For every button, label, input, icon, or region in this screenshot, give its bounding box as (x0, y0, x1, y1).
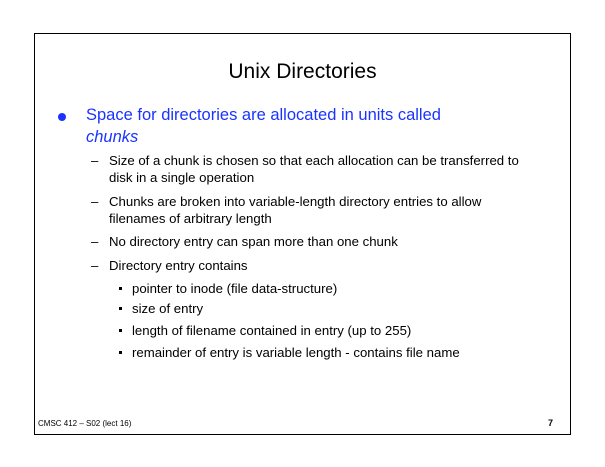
square-bullet-icon (119, 329, 122, 332)
entry-item (119, 280, 519, 297)
bullet-dot-icon (58, 113, 66, 121)
main-bullet-emphasis: chunks (86, 128, 139, 146)
subitem-text: Chunks are broken into variable-length directory entries to allow filenames of arbitrary length (109, 194, 482, 226)
main-bullet-text: Space for directories are allocated in units called (86, 106, 441, 124)
entry-item (119, 344, 519, 361)
subitem-text: Size of a chunk is chosen so that each allocation can be transferred to disk in a single operation (109, 153, 519, 185)
dash-icon: – (91, 234, 99, 249)
subitem (91, 152, 521, 186)
subitem-text: Directory entry contains (109, 258, 248, 273)
subitem (91, 233, 521, 250)
entry-item (119, 300, 519, 317)
square-bullet-icon (119, 307, 122, 310)
dash-icon: – (91, 194, 99, 209)
square-bullet-icon (119, 287, 122, 290)
square-bullet-icon (119, 351, 122, 354)
footer-course: CMSC 412 – S02 (lect 16) (38, 419, 132, 428)
slide-title: Unix Directories (228, 60, 377, 83)
main-bullet (66, 104, 506, 148)
entry-item-text: size of entry (132, 301, 204, 316)
subitem (91, 193, 521, 227)
entry-item (119, 322, 519, 339)
footer-page-number: 7 (548, 418, 554, 428)
dash-icon: – (91, 258, 99, 273)
subitem (91, 257, 521, 274)
dash-icon: – (91, 153, 99, 168)
entry-item-text: length of filename contained in entry (up to 255) (132, 323, 412, 338)
entry-item-text: remainder of entry is variable length - contains file name (132, 345, 460, 360)
subitem-text: No directory entry can span more than one chunk (109, 234, 398, 249)
entry-item-text: pointer to inode (file data-structure) (132, 281, 338, 296)
